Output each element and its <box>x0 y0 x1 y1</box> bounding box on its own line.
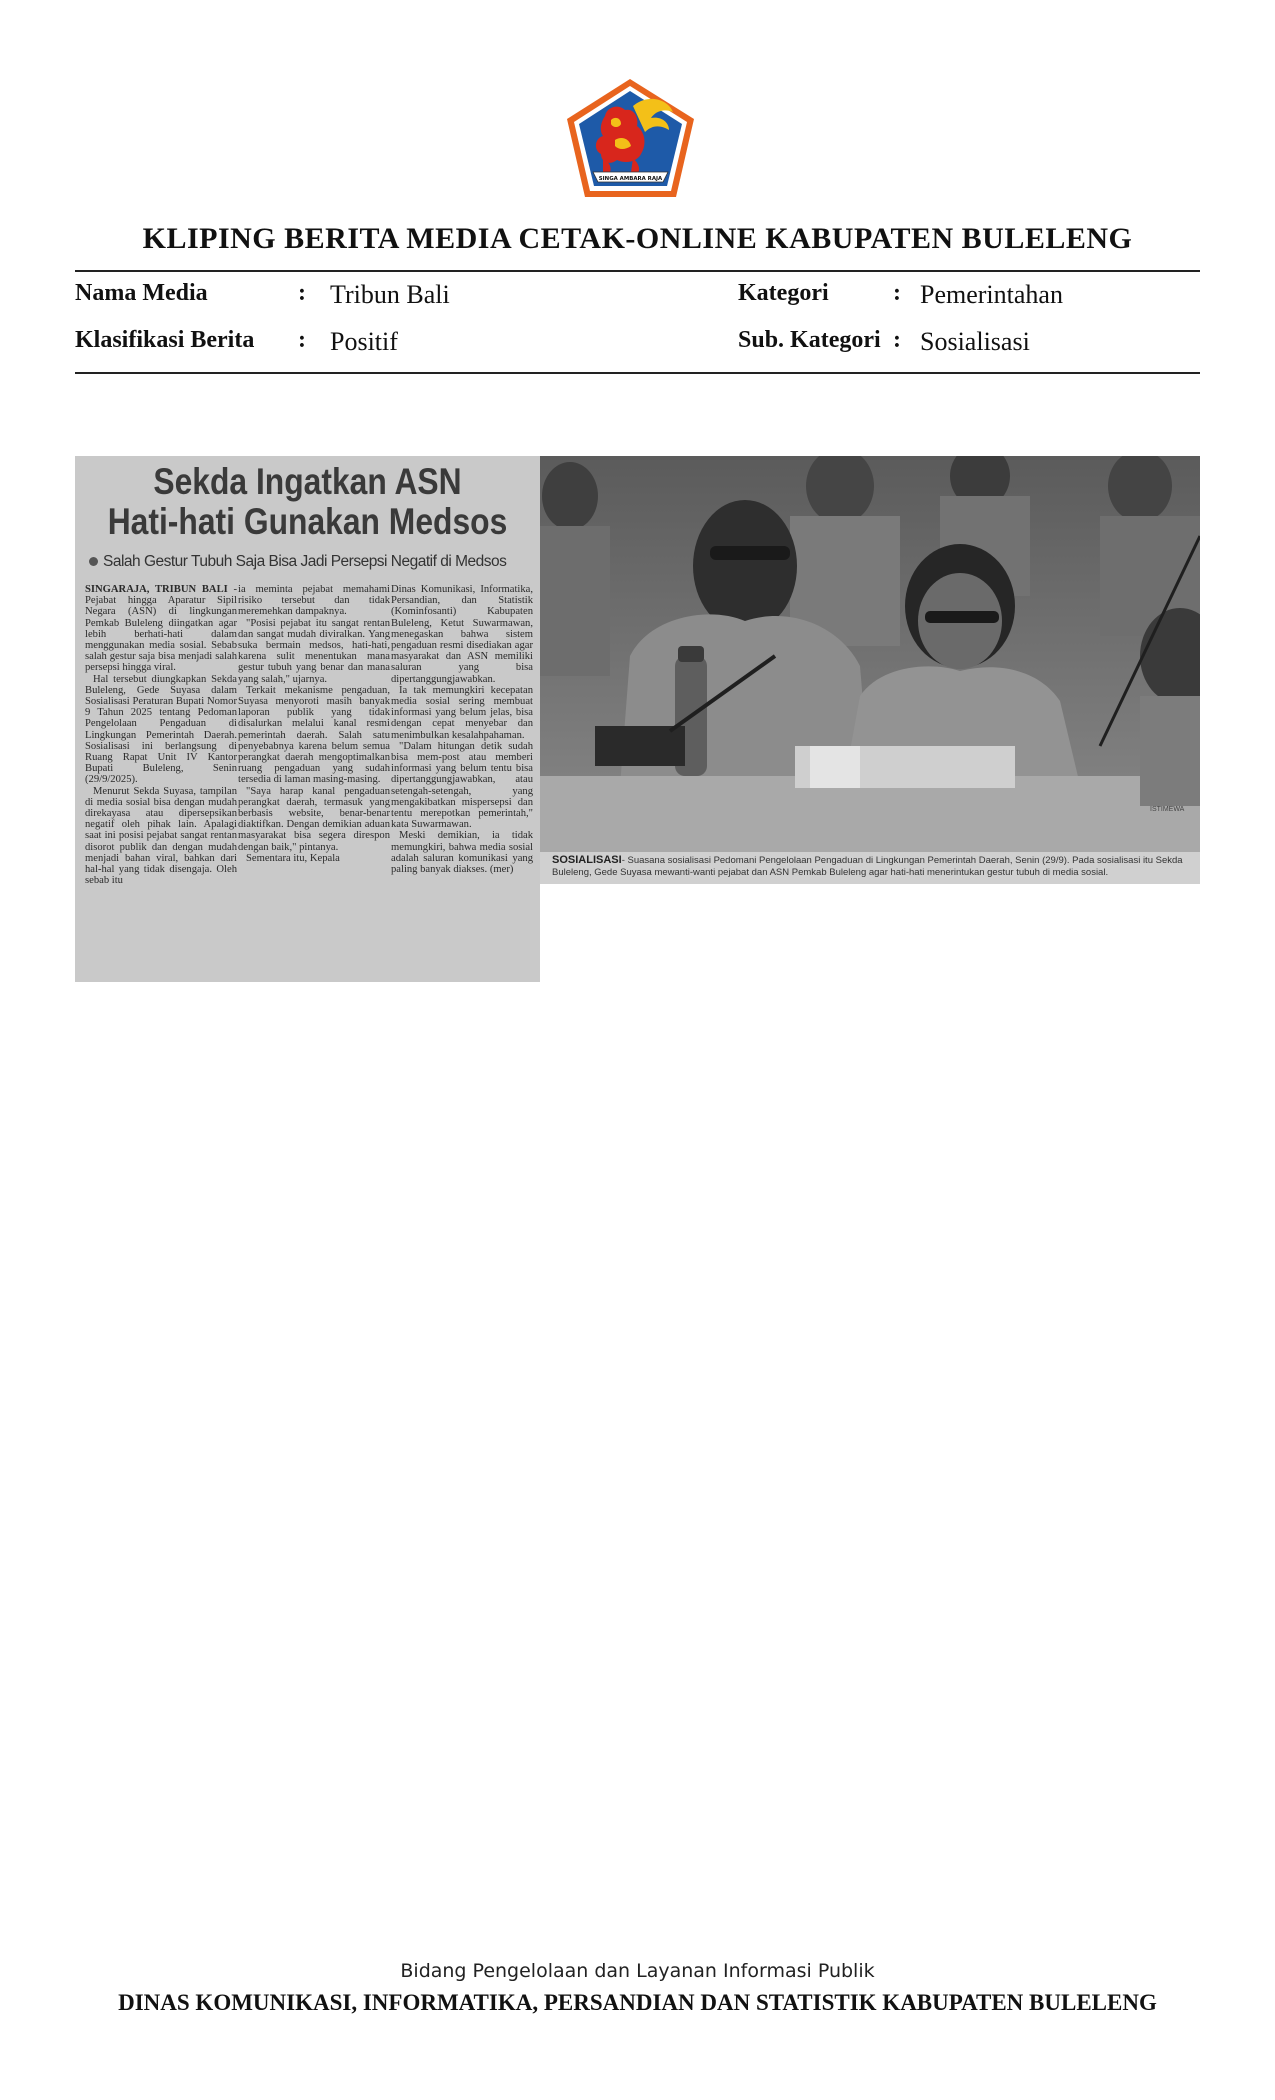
media-value: Tribun Bali <box>330 280 450 309</box>
article-kicker <box>89 553 539 571</box>
article-headline-line-1: Sekda Ingatkan ASN <box>153 461 462 502</box>
article-photo <box>540 456 1200 866</box>
media-colon: : <box>298 280 306 306</box>
document-title: KLIPING BERITA MEDIA CETAK-ONLINE KABUPATEN BULELENG <box>142 222 1133 255</box>
crest-motto: SINGA AMBARA RAJA <box>598 176 663 182</box>
footer-division: Bidang Pengelolaan dan Layanan Informasi Publik <box>400 1960 875 1982</box>
classification-colon: : <box>298 327 306 353</box>
category-label: Kategori <box>738 280 829 306</box>
article-paragraph: - Pejabat hingga Aparatur Sipil Negara (ASN) di lingkungan Pemkab Buleleng diingatkan agar lebih berhati-hati dalam menggunakan media sosial. Sebab salah gestur saja bisa menjadi salah persepsi hingga viral. <box>85 584 237 674</box>
meeting-photo-illustration <box>540 456 1200 866</box>
singa-ambara-raja-crest-icon <box>563 76 698 200</box>
bottom-divider <box>75 372 1200 374</box>
category-colon: : <box>893 280 901 306</box>
article-paragraph: Hal tersebut diungkapkan Sekda Buleleng, Gede Suyasa dalam Sosialisasi Peraturan Bupati Nomor 9 Tahun 2025 tentang Pedoman Pengelolaan Pengaduan di Lingkungan Pemerintah Daerah. Sosialisasi ini berlangsung di Ruang Rapat Unit IV Kantor Bupati Buleleng, Senin (29/9/2025). <box>85 673 237 786</box>
article-paragraph: Terkait mekanisme pengaduan, Suyasa menyoroti masih banyak laporan publik yang tidak disalurkan melalui kanal resmi pemerintah daerah. Salah satu penyebabnya karena belum semua perangkat daerah mengoptimalkan ruang pengaduan yang sudah tersedia di laman masing-masing. <box>238 684 390 786</box>
photo-caption <box>540 852 1200 884</box>
category-value: Pemerintahan <box>920 280 1063 309</box>
article-dateline: SINGARAJA, TRIBUN BALI <box>85 584 228 595</box>
article-paragraph: "Saya harap kanal pengaduan perangkat daerah, termasuk yang berbasis website, benar-benar diaktifkan. Dengan demikian aduan masyarakat bisa segera direspon dengan baik," pintanya. <box>238 785 390 853</box>
subcategory-colon: : <box>893 327 901 353</box>
article-paragraph: Sementara itu, Kepala <box>246 852 340 864</box>
article-column-3 <box>391 584 533 978</box>
subcategory-label: Sub. Kategori <box>738 327 881 353</box>
subcategory-value: Sosialisasi <box>920 327 1030 356</box>
bullet-icon <box>89 557 98 566</box>
article-column-2 <box>238 584 390 978</box>
article-paragraph: Dinas Komunikasi, Informatika, Persandian, dan Statistik (Kominfosanti) Kabupaten Buleleng, Ketut Suwarmawan, menegaskan bahwa sistem pengaduan resmi disediakan agar masyarakat dan ASN memiliki saluran yang bisa dipertanggungjawabkan. <box>391 584 533 685</box>
article-headline-line-2: Hati-hati Gunakan Medsos <box>107 501 508 542</box>
article-kicker-text: Salah Gestur Tubuh Saja Bisa Jadi Persepsi Negatif di Medsos <box>103 553 507 570</box>
classification-value: Positif <box>330 327 398 356</box>
article-paragraph: ia meminta pejabat memahami risiko tersebut dan tidak meremehkan dampaknya. <box>238 584 390 618</box>
classification-label: Klasifikasi Berita <box>75 327 255 353</box>
footer-agency: DINAS KOMUNIKASI, INFORMATIKA, PERSANDIAN DAN STATISTIK KABUPATEN BULELENG <box>118 1990 1157 2015</box>
article-paragraph: "Posisi pejabat itu sangat rentan dan sangat mudah diviralkan. Yang suka bermain medsos, hati-hati, karena sulit menentukan mana gestur tubuh yang benar dan mana yang salah," ujarnya. <box>238 617 390 685</box>
caption-label: SOSIALISASI <box>552 854 622 866</box>
media-label: Nama Media <box>75 280 208 306</box>
article-paragraph: Ia tak memungkiri kecepatan media sosial sering membuat informasi yang belum jelas, bisa dengan cepat menyebar dan menimbulkan kesalahpahaman. <box>391 684 533 741</box>
article-paragraph: Meski demikian, ia tidak memungkiri, bahwa media sosial adalah saluran komunikasi yang paling banyak diakses. (mer) <box>391 830 533 876</box>
caption-text: - Suasana sosialisasi Pedomani Pengelolaan Pengaduan di Lingkungan Pemerintah Daerah, Senin (29/9). Pada sosialisasi itu Sekda Buleleng, Gede Suyasa mewanti-wanti pejabat dan ASN Pemkab Buleleng agar hati-hati menerintukan gestur tubuh di media sosial. <box>552 855 1183 878</box>
article-paragraph: Menurut Sekda Suyasa, tampilan di media sosial bisa dengan mudah direkayasa atau dipersepsikan negatif oleh pihak lain. Apalagi saat ini posisi pejabat sangat rentan disorot publik dan dengan mudah menjadi bahan viral, bahkan dari hal-hal yang tidak disengaja. Oleh sebab itu <box>85 785 237 887</box>
newspaper-clipping <box>75 456 540 982</box>
article-column-1 <box>85 584 237 978</box>
article-paragraph: "Dalam hitungan detik sudah bisa mem-post atau memberi informasi yang belum tentu bisa dipertanggungjawabkan, atau setengah-setengah, yang mengakibatkan mispersepsi dan tentu merepotkan pemerintah," kata Suwarmawan. <box>391 740 533 831</box>
photo-credit: ISTIMEWA <box>1150 806 1185 813</box>
top-divider <box>75 270 1200 272</box>
